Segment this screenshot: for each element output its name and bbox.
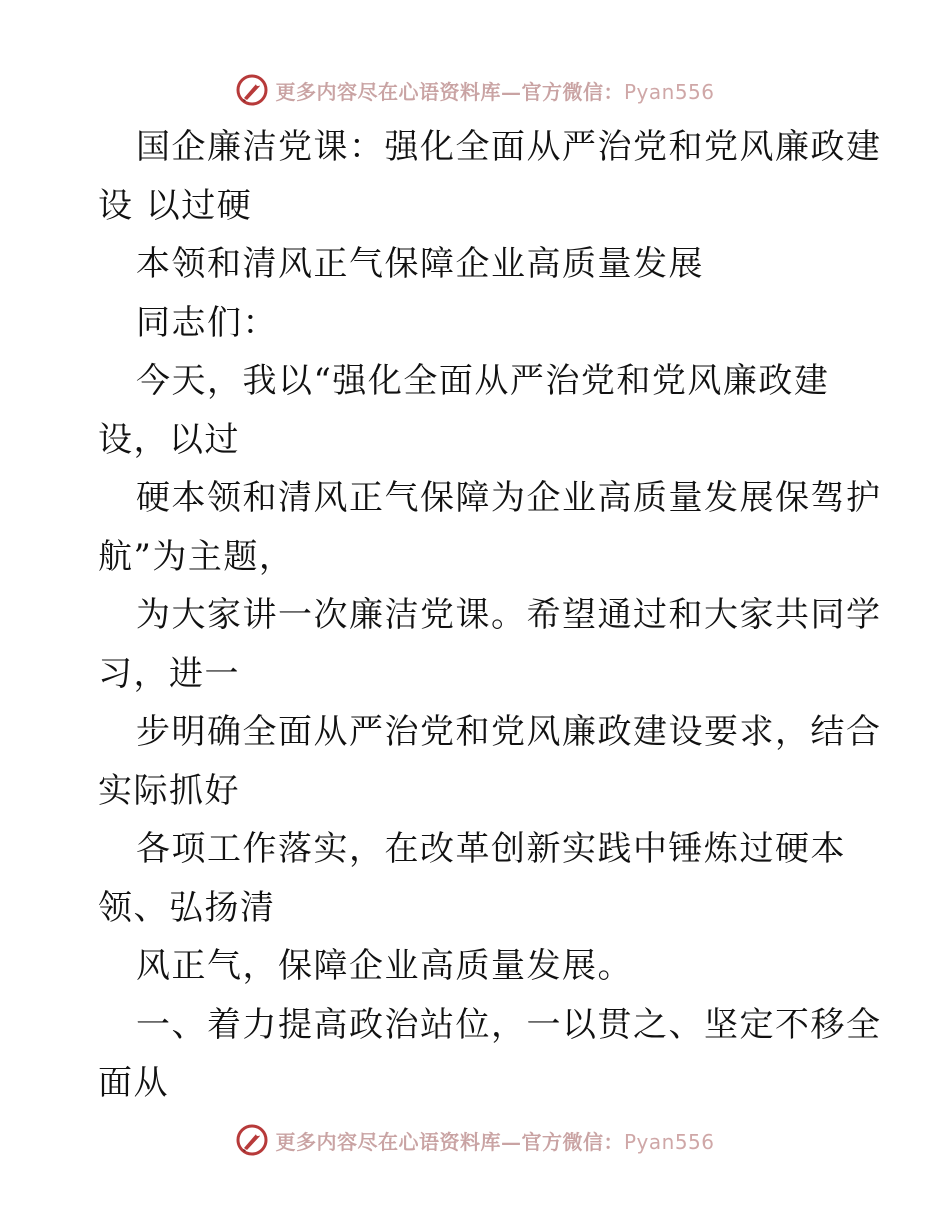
header-banner	[0, 68, 950, 112]
footer-banner	[0, 1118, 950, 1162]
document-body	[98, 118, 882, 1113]
footer-wechat-id: Pyan556	[623, 1129, 715, 1154]
pen-logo-icon	[235, 1123, 269, 1157]
text-line: 为大家讲一次廉洁党课。希望通过和大家共同学	[136, 595, 882, 635]
text-line: 航”为主题，	[98, 536, 295, 577]
text-line: 风正气，保障企业高质量发展。	[136, 946, 633, 986]
text-line: 领、弘扬清	[98, 887, 276, 928]
header-banner-text: 更多内容尽在心语资料库—官方微信：	[275, 79, 624, 104]
text-line: 国企廉洁党课：强化全面从严治党和党风廉政建	[136, 127, 882, 167]
text-line: 本领和清风正气保障企业高质量发展	[136, 244, 704, 284]
text-line: 设 以过硬	[98, 185, 253, 226]
text-line: 同志们：	[136, 302, 278, 343]
text-line: 硬本领和清风正气保障为企业高质量发展保驾护	[136, 478, 882, 518]
text-line: 今天，我以“强化全面从严治党和党风廉政建	[136, 361, 830, 401]
text-line: 一、着力提高政治站位，一以贯之、坚定不移全	[136, 1004, 882, 1045]
text-line: 实际抓好	[98, 770, 240, 811]
header-wechat-id: Pyan556	[623, 79, 715, 104]
text-line: 习，进一	[98, 653, 240, 694]
pen-logo-icon	[235, 73, 269, 107]
text-line: 步明确全面从严治党和党风廉政建设要求，结合	[136, 712, 882, 752]
footer-banner-text: 更多内容尽在心语资料库—官方微信：	[275, 1129, 624, 1154]
text-line: 面从	[98, 1063, 169, 1103]
text-line: 各项工作落实，在改革创新实践中锤炼过硬本	[136, 829, 846, 869]
text-line: 设，以过	[98, 419, 240, 460]
